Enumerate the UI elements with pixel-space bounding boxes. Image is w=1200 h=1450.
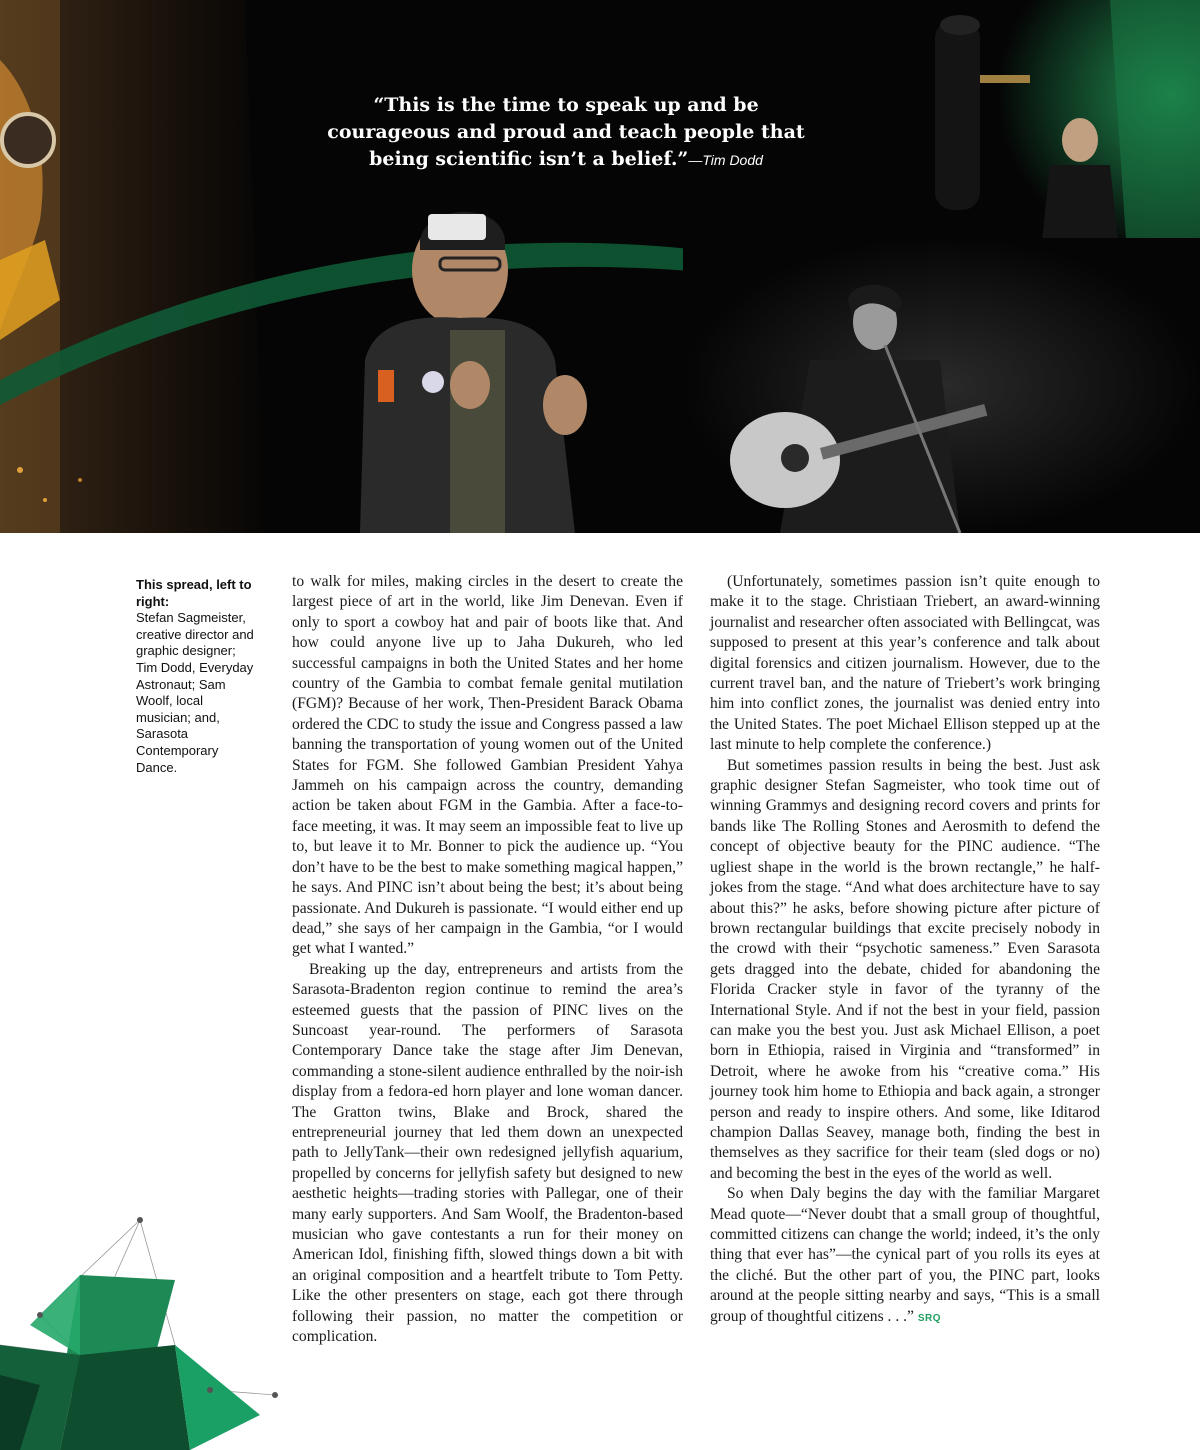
- decorative-polygon-graphic: [0, 1215, 300, 1450]
- final-paragraph-text: So when Daly begins the day with the familiar Margaret Mead quote—“Never doubt that a small group of thoughtful, committed citizens can change the world; indeed, it’s the only thing that ever has”—the cynical part of you rolls its eyes at the cliché. But the other part of you, the PINC part, looks around at the people sitting nearby and says, “This is a small group of thoughtful citizens . . .”: [710, 1185, 1100, 1325]
- photo-caption: [136, 577, 256, 776]
- guitarist-photo: [683, 238, 1200, 533]
- end-mark: SRQ: [917, 1312, 942, 1324]
- article-paragraph: Breaking up the day, entrepreneurs and artists from the Sarasota-Bradenton region continue to remind the area’s esteemed guests that the passion of PINC lives on the Suncoast year-round. The performers of Sarasota Contemporary Dance take the stage after Jim Denevan, commanding a stone-silent audience enthralled by the noir-ish display from a fedora-ed horn player and lone woman dancer. The Gratton twins, Blake and Brock, shared the entrepreneurial journey that led them down an unexpected path to JellyTank—their own redesigned jellyfish aquarium, propelled by concerns for jellyfish safety but designed to new aesthetic heights—trading stories with Pallegar, one of their many early supporters. And Sam Woolf, the Bradenton-based musician who gave contestants a run for their money on American Idol, finishing fifth, slowed things down a bit with an original composition and a heartfelt tribute to Tom Petty. Like the other presenters on stage, each got there through following their passion, no matter the competition or complication.: [292, 960, 683, 1346]
- pull-quote-text: “This is the time to speak up and be courageous and proud and teach people that being scientific isn’t a belief.”: [327, 94, 805, 170]
- caption-text: Stefan Sagmeister, creative director and graphic designer; Tim Dodd, Everyday Astronaut; Sam Woolf, local musician; and, Sarasota Contemporary Dance.: [136, 610, 254, 775]
- article-paragraph: (Unfortunately, sometimes passion isn’t quite enough to make it to the stage. Christiaan Triebert, an award-winning journalist and researcher often associated with Bellingcat, was supposed to present at this year’s conference and talk about digital forensics and citizen journalism. However, due to the current travel ban, and the nature of Triebert’s work bringing him into conflict zones, the journalist was denied entry into the United States. The poet Michael Ellison stepped up at the last minute to help complete the conference.): [710, 573, 1100, 754]
- article-paragraph-final: [710, 1184, 1100, 1329]
- article-paragraph: But sometimes passion results in being the best. Just ask graphic designer Stefan Sagmeister, who took time out of winning Grammys and designing record covers and prints for bands like The Rolling Stones and Aerosmith to defend the concept of objective beauty for the PINC audience. “The ugliest shape in the world is the brown rectangle,” he half-jokes from the stage. “And what does architecture have to say about this?” he asks, before showing picture after picture of brown rectangular buildings that excite precisely nobody in the crowd with their “psychotic sameness.” Even Sarasota gets dragged into the debate, chided for abandoning the Florida Cracker style in favor of the tyranny of the International Style. And if not the best in your field, passion can make you the best you. Just ask Michael Ellison, a poet born in Ethiopia, raised in Virginia and “transformed” in Detroit, where he awoke from his “creative coma.” His journey took him home to Ethiopia and back again, a stronger person and ready to inspire others. And some, like Iditarod champion Dallas Seavey, manage both, finding the best in themselves as they sacrifice for their team (sled dogs or no) and becoming the best in the eyes of the world as well.: [710, 756, 1100, 1182]
- pull-quote: [318, 92, 814, 174]
- article-column-2: [710, 572, 1100, 1329]
- hero-photo-band: [0, 0, 1200, 533]
- article-column-1: [292, 572, 683, 1347]
- caption-heading: This spread, left to right:: [136, 577, 252, 609]
- stage-screen-photo: [0, 0, 265, 533]
- hero-photo-collage: [0, 0, 1200, 533]
- article-paragraph: to walk for miles, making circles in the desert to create the largest piece of art in the world, like Jim Denevan. Even if only to sport a cowboy hat and pair of boots like that. And how could anyone live up to Jaha Dukureh, who led successful campaigns in both the United States and her home country of the Gambia to combat female genital mutilation (FGM)? Because of her work, Then-President Barack Obama ordered the CDC to study the issue and Congress passed a law banning the transportation of young women out of the United States for FGM. She followed Gambian President Yahya Jammeh on his campaign across the country, demanding action be taken about FGM in the Gambia. After a face-to-face meeting, it was. It may seem an impossible feat to live up to, but leave it to Mr. Bonner to pick the audience up. “You don’t have to be the best to make something magical happen,” he says. And PINC isn’t about being the best; it’s about being passionate. And Dukureh is passionate. “I would either end up dead,” she says of her campaign in the Gambia, “or I would get what I wanted.”: [292, 573, 683, 958]
- pull-quote-attribution: —Tim Dodd: [688, 152, 763, 168]
